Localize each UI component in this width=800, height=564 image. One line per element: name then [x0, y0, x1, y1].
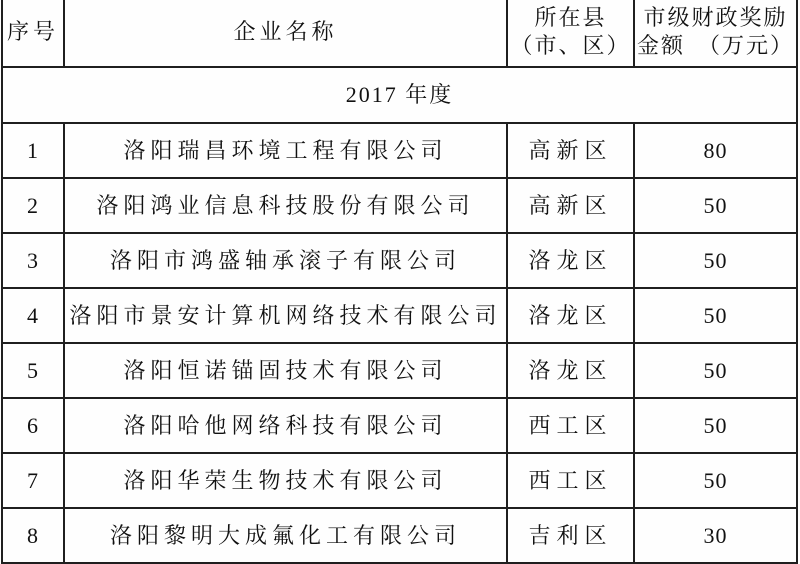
company-name: 洛阳黎明大成氟化工有限公司 — [64, 508, 507, 563]
row-serial-number: 6 — [2, 398, 64, 453]
table-row — [2, 123, 797, 178]
district-name: 高新区 — [507, 178, 634, 233]
district-name: 西工区 — [507, 453, 634, 508]
table-row — [2, 178, 797, 233]
column-header-district — [507, 0, 634, 67]
reward-amount: 50 — [634, 233, 797, 288]
table-row — [2, 233, 797, 288]
company-name: 洛阳市景安计算机网络技术有限公司 — [64, 288, 507, 343]
column-header-reward-amount-line2: 金额 （万元） — [636, 33, 794, 58]
company-name: 洛阳市鸿盛轴承滚子有限公司 — [64, 233, 507, 288]
reward-amount: 30 — [634, 508, 797, 563]
district-name: 洛龙区 — [507, 343, 634, 398]
district-name: 高新区 — [507, 123, 634, 178]
district-name: 洛龙区 — [507, 233, 634, 288]
company-name: 洛阳哈他网络科技有限公司 — [64, 398, 507, 453]
column-header-reward-amount-line1: 市级财政奖励 — [643, 5, 788, 30]
table-row — [2, 398, 797, 453]
row-serial-number: 3 — [2, 233, 64, 288]
district-name: 洛龙区 — [507, 288, 634, 343]
reward-amount: 50 — [634, 343, 797, 398]
year-section-label: 2017 年度 — [2, 67, 797, 123]
column-header-reward-amount — [634, 0, 797, 67]
table-row — [2, 288, 797, 343]
table-row — [2, 453, 797, 508]
company-name: 洛阳瑞昌环境工程有限公司 — [64, 123, 507, 178]
row-serial-number: 2 — [2, 178, 64, 233]
row-serial-number: 5 — [2, 343, 64, 398]
company-name: 洛阳鸿业信息科技股份有限公司 — [64, 178, 507, 233]
year-section-row — [2, 67, 797, 123]
row-serial-number: 7 — [2, 453, 64, 508]
row-serial-number: 1 — [2, 123, 64, 178]
district-name: 吉利区 — [507, 508, 634, 563]
column-header-district-line1: 所在县 — [534, 5, 607, 30]
company-name: 洛阳华荣生物技术有限公司 — [64, 453, 507, 508]
district-name: 西工区 — [507, 398, 634, 453]
table-row — [2, 508, 797, 563]
company-name: 洛阳恒诺锚固技术有限公司 — [64, 343, 507, 398]
reward-amount: 50 — [634, 178, 797, 233]
reward-amount: 50 — [634, 453, 797, 508]
table-row — [2, 343, 797, 398]
column-header-company-name: 企业名称 — [64, 0, 507, 67]
column-header-district-line2: （市、区） — [510, 33, 631, 58]
table-header-row — [2, 0, 797, 67]
reward-table — [1, 0, 798, 564]
reward-amount: 50 — [634, 288, 797, 343]
reward-amount: 80 — [634, 123, 797, 178]
row-serial-number: 4 — [2, 288, 64, 343]
row-serial-number: 8 — [2, 508, 64, 563]
column-header-serial-number: 序号 — [2, 0, 64, 67]
reward-amount: 50 — [634, 398, 797, 453]
